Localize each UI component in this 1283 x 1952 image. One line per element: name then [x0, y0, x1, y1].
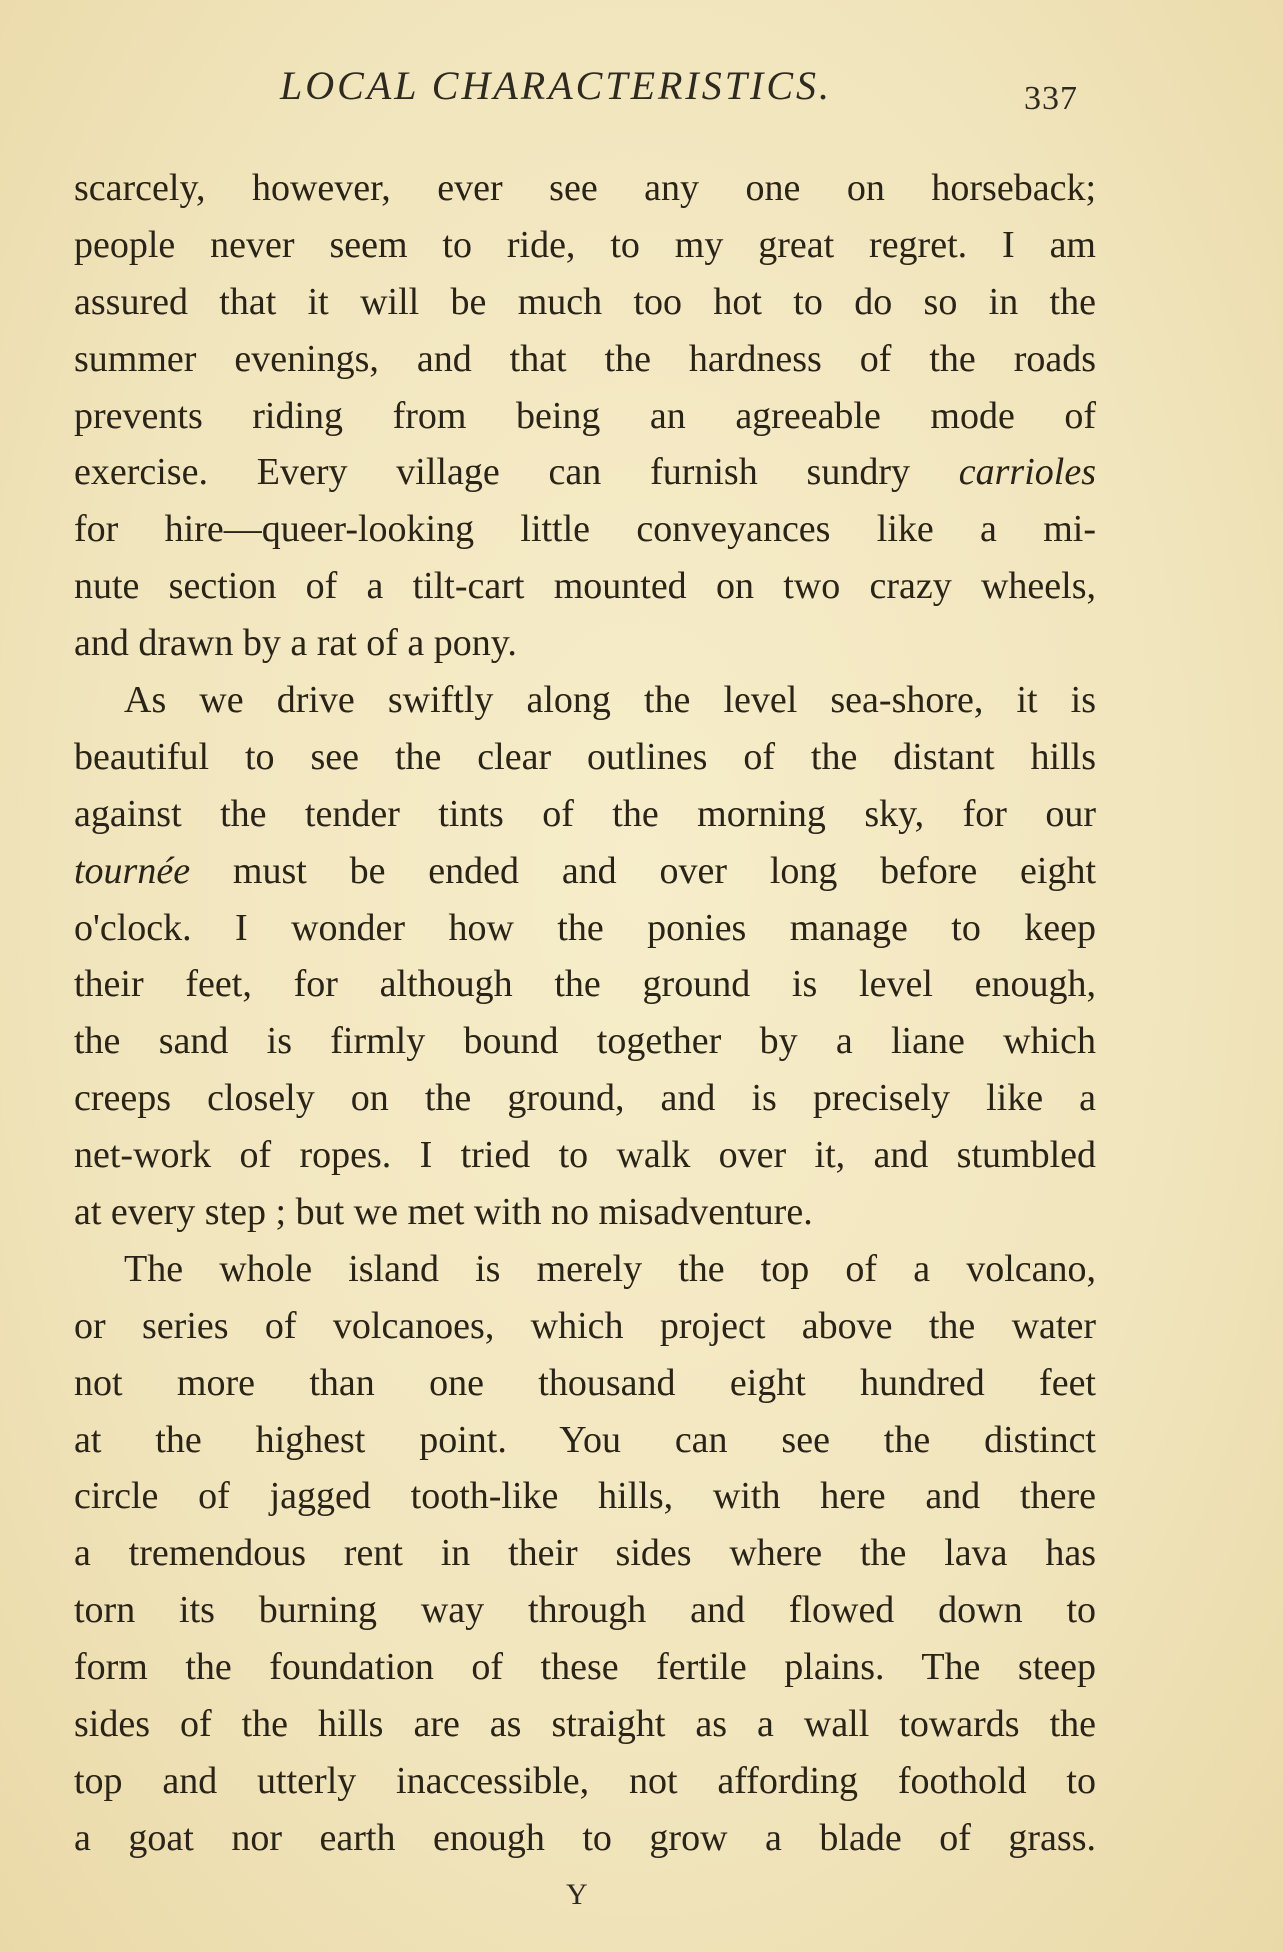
paragraph-3 [74, 1241, 1096, 1867]
text-line-with-italic [74, 843, 1096, 900]
body-text [74, 160, 1096, 1867]
text-line: a tremendous rent in their sides where the lava has [74, 1532, 1096, 1575]
text-line: scarcely, however, ever see any one on horseback; [74, 167, 1096, 209]
text-line: not more than one thousand eight hundred feet [74, 1361, 1096, 1404]
text-line: against the tender tints of the morning sky, for our [74, 792, 1096, 835]
text-line: their feet, for although the ground is level enough, [74, 963, 1096, 1006]
text-line: or series of volcanoes, which project above the water [74, 1304, 1096, 1347]
text-line: at every step ; but we met with no misadventure. [74, 1191, 813, 1234]
text-line-with-italic [74, 444, 1096, 501]
text-line: and drawn by a rat of a pony. [74, 622, 517, 665]
text-line: The whole island is merely the top of a volcano, [124, 1247, 1096, 1290]
text-line: assured that it will be much too hot to do so in the [74, 280, 1096, 323]
running-head: LOCAL CHARACTERISTICS. [280, 63, 832, 108]
text-line: form the foundation of these fertile plains. The steep [74, 1646, 1096, 1689]
text-line: top and utterly inaccessible, not affording foothold to [74, 1759, 1096, 1802]
text-line: net-work of ropes. I tried to walk over it, and stumbled [74, 1134, 1096, 1177]
signature-mark: Y [566, 1878, 590, 1911]
text-line: a goat nor earth enough to grow a blade of grass. [74, 1816, 1096, 1859]
text-line: torn its burning way through and flowed down to [74, 1589, 1096, 1632]
text-line: summer evenings, and that the hardness of the roads [74, 337, 1096, 380]
text-line: at the highest point. You can see the distinct [74, 1418, 1096, 1461]
paragraph-1 [74, 160, 1096, 672]
paragraph-2 [74, 672, 1096, 1241]
italic-word: carrioles [958, 451, 1096, 494]
text-line: As we drive swiftly along the level sea-shore, it is [124, 679, 1096, 722]
text-line: prevents riding from being an agreeable mode of [74, 394, 1096, 437]
text-line: o'clock. I wonder how the ponies manage to keep [74, 906, 1096, 949]
text-fragment: must be ended and over long before eight [232, 849, 1096, 892]
text-line: for hire—queer-looking little conveyances like a mi- [74, 508, 1096, 551]
text-fragment: exercise. Every village can furnish sundry [74, 451, 910, 494]
page-number: 337 [1024, 80, 1078, 117]
italic-word: tournée [74, 849, 191, 892]
text-line: circle of jagged tooth-like hills, with here and there [74, 1475, 1096, 1518]
text-line: sides of the hills are as straight as a wall towards the [74, 1703, 1096, 1746]
text-line: the sand is firmly bound together by a liane which [74, 1020, 1096, 1063]
text-line: people never seem to ride, to my great regret. I am [74, 223, 1096, 266]
text-line: beautiful to see the clear outlines of the distant hills [74, 735, 1096, 778]
text-line: creeps closely on the ground, and is precisely like a [74, 1077, 1096, 1120]
text-line: nute section of a tilt-cart mounted on two crazy wheels, [74, 565, 1096, 608]
